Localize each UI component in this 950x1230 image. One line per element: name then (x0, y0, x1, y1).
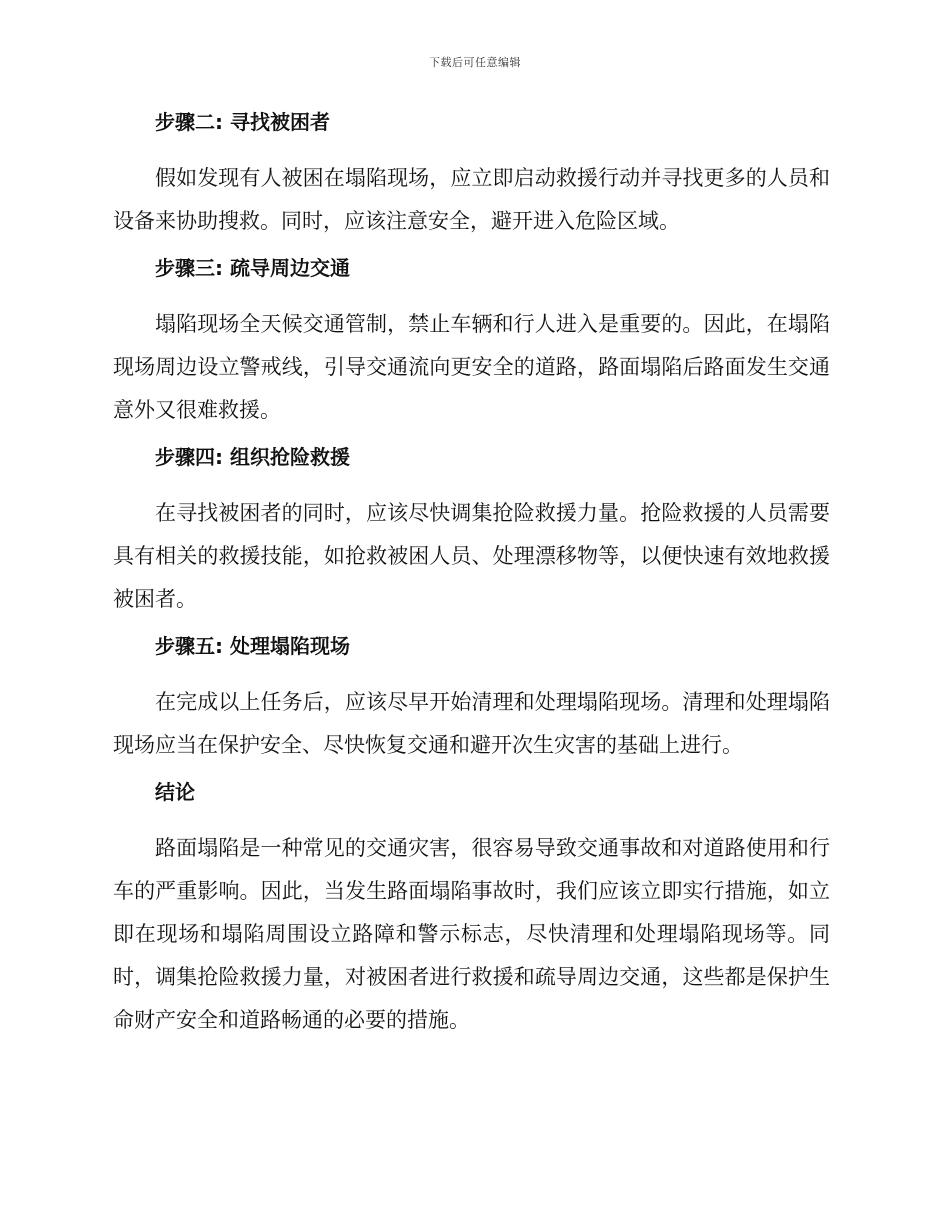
section-paragraph: 塌陷现场全天候交通管制，禁止车辆和行人进入是重要的。因此，在塌陷现场周边设立警戒线，引导交通流向更安全的道路，路面塌陷后路面发生交通意外又很难救援。 (113, 312, 830, 422)
section-step-five (113, 631, 830, 767)
section-paragraph: 在完成以上任务后，应该尽早开始清理和处理塌陷现场。清理和处理塌陷现场应当在保护安全、尽快恢复交通和避开次生灾害的基础上进行。 (113, 690, 830, 757)
section-heading: 步骤四: 组织抢险救援 (155, 445, 350, 469)
section-paragraph: 在寻找被困者的同时，应该尽快调集抢险救援力量。抢险救援的人员需要具有相关的救援技能，如抢救被困人员、处理漂移物等，以便快速有效地救援被困者。 (113, 501, 830, 611)
section-conclusion (113, 777, 830, 1042)
section-paragraph: 路面塌陷是一种常见的交通灾害，很容易导致交通事故和对道路使用和行车的严重影响。因此，当发生路面塌陷事故时，我们应该立即实行措施，如立即在现场和塌陷周围设立路障和警示标志，尽快清理和处理塌陷现场等。同时，调集抢险救援力量，对被困者进行救援和疏导周边交通，这些都是保护生命财产安全和道路畅通的必要的措施。 (113, 836, 830, 1032)
section-step-three (113, 253, 830, 432)
document-body (113, 107, 830, 1052)
header-note: 下载后可任意编辑 (429, 56, 521, 69)
section-heading: 步骤五: 处理塌陷现场 (155, 634, 350, 658)
section-step-four (113, 442, 830, 621)
section-heading: 步骤二: 寻找被困者 (155, 110, 330, 134)
section-heading: 结论 (155, 780, 195, 804)
section-heading: 步骤三: 疏导周边交通 (155, 256, 350, 280)
section-step-two (113, 107, 830, 243)
section-paragraph: 假如发现有人被困在塌陷现场，应立即启动救援行动并寻找更多的人员和设备来协助搜救。同时，应该注意安全，避开进入危险区域。 (113, 166, 830, 233)
